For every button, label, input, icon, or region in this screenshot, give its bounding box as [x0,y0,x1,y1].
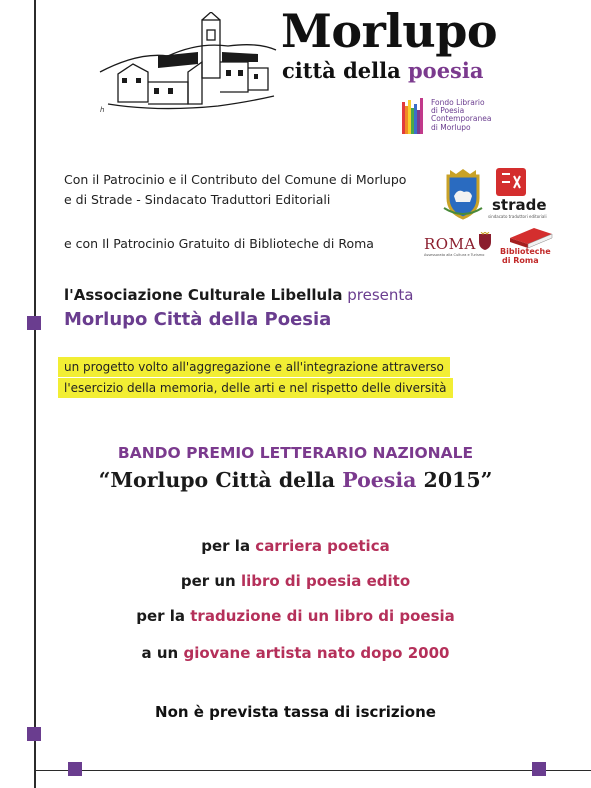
strade-sub-label: sindacato traduttori editoriali [488,214,547,219]
roma-crest-icon [478,232,492,250]
page-subtitle: città della poesia [282,58,484,83]
roma-label: ROMA [424,235,476,253]
project-name: Morlupo Città della Poesia [64,309,332,330]
left-frame-line [34,0,36,788]
fee-note: Non è prevista tassa di iscrizione [155,703,436,721]
strade-label: strade [492,196,547,214]
category-item: a un giovane artista nato dopo 2000 [141,644,450,662]
bando-title: “Morlupo Città della Poesia 2015” [98,468,493,492]
decor-square [27,727,41,741]
patronage-line-1: Con il Patrocinio e il Contributo del Comune di Morlupo [64,172,407,187]
decor-square [68,762,82,776]
association-line: l'Associazione Culturale Libellula presenta [64,286,414,304]
svg-text:h: h [100,106,105,114]
project-description-line-2: l'esercizio della memoria, delle arti e nel rispetto delle diversità [58,378,453,398]
category-item: per un libro di poesia edito [180,572,411,590]
category-item: per la carriera poetica [201,537,390,555]
strade-logo-mark [496,168,526,196]
page-title: Morlupo [281,4,498,58]
category-item: per la traduzione di un libro di poesia [136,607,455,625]
bottom-frame-line [34,770,591,771]
bando-heading: BANDO PREMIO LETTERARIO NAZIONALE [117,444,474,462]
morlupo-crest-logo [442,168,484,220]
roma-sub-label: Assessorato alla Cultura e Turismo [424,253,485,257]
fondo-books-logo [402,98,424,134]
decor-square [27,316,41,330]
project-description-line-1: un progetto volto all'aggregazione e all'integrazione attraverso [58,357,450,377]
patronage-line-3: e con Il Patrocinio Gratuito di Biblioteche di Roma [64,236,374,251]
fondo-librario-label: Fondo Librario di Poesia Contemporanea di Morlupo [431,98,492,132]
decor-square [532,762,546,776]
biblioteche-label: Biblioteche di Roma [500,247,551,265]
patronage-line-2: e di Strade - Sindacato Traduttori Editoriali [64,192,331,207]
village-sketch-illustration [98,12,278,116]
biblioteche-books-icon [506,224,556,248]
